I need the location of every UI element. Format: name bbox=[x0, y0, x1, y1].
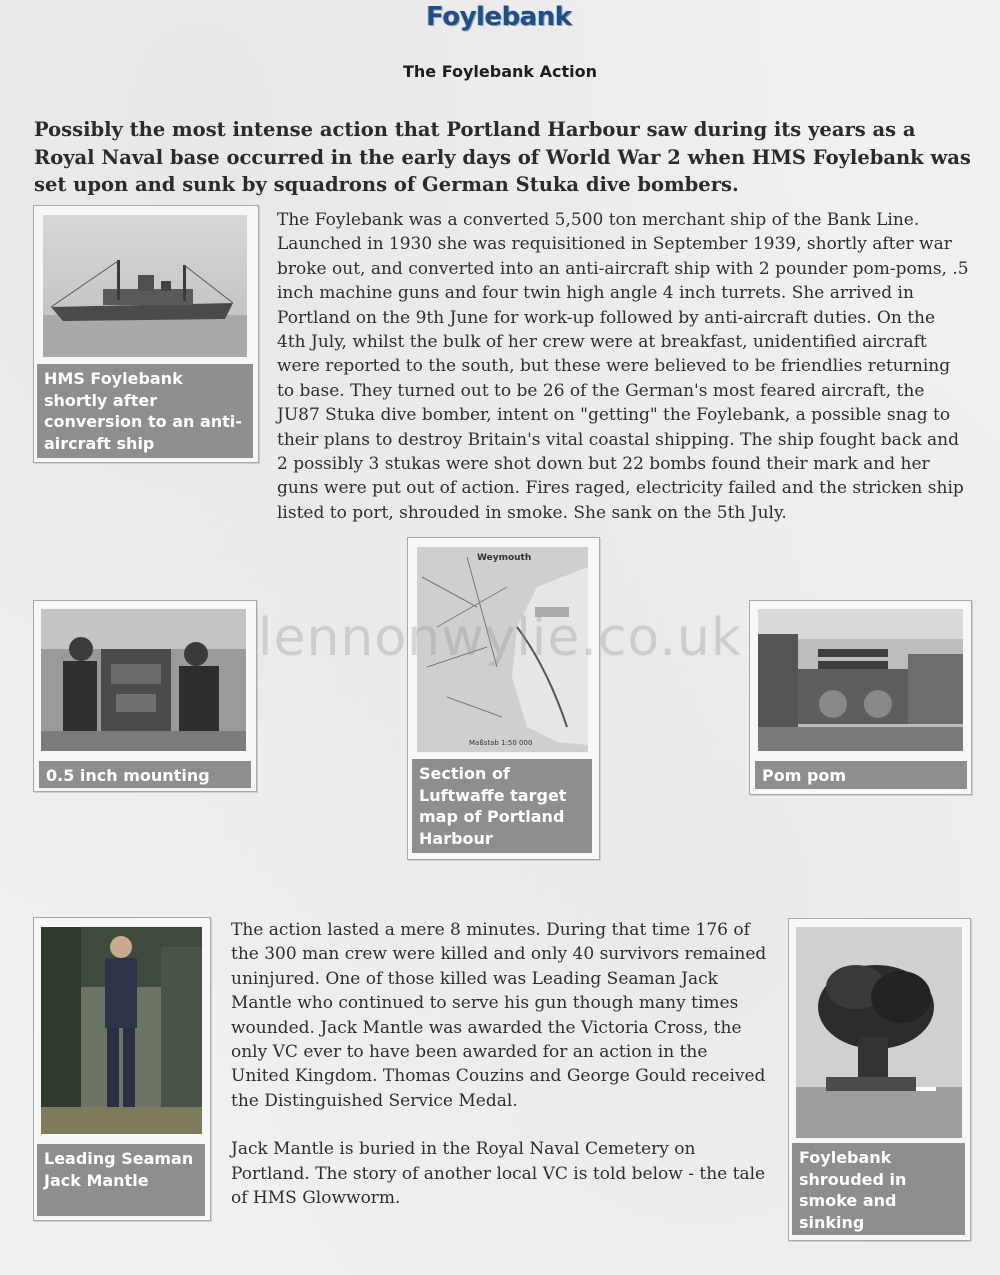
sinking-photo bbox=[796, 927, 962, 1138]
mounting-caption: 0.5 inch mounting bbox=[39, 761, 251, 788]
intro-paragraph: Possibly the most intense action that Portland Harbour saw during its years as a Royal Naval base occurred in the early days of World War 2 when HMS Foylebank was set upon and sunk by squadrons of German Stuka dive bombers. bbox=[34, 118, 971, 196]
action-paragraph-2: Jack Mantle is buried in the Royal Naval Cemetery on Portland. The story of another local VC is told below - the tale of HMS Glowworm. bbox=[231, 1139, 766, 1209]
sinking-image bbox=[796, 927, 962, 1138]
mounting-image bbox=[41, 609, 246, 751]
mantle-photo bbox=[41, 927, 202, 1134]
foylebank-logo: Foylebank bbox=[426, 2, 572, 32]
page-title: The Foylebank Action bbox=[403, 62, 597, 81]
ship-caption: HMS Foylebank shortly after conversion to an anti-aircraft ship bbox=[37, 364, 253, 458]
mantle-image bbox=[41, 927, 202, 1134]
mantle-caption: Leading Seaman Jack Mantle bbox=[37, 1144, 205, 1216]
pompom-photo bbox=[758, 609, 963, 751]
pompom-caption: Pom pom bbox=[755, 761, 967, 789]
map-caption: Section of Luftwaffe target map of Portland Harbour bbox=[412, 759, 592, 853]
sinking-caption: Foylebank shrouded in smoke and sinking bbox=[792, 1143, 965, 1235]
ship-image bbox=[43, 215, 247, 357]
watermark: lennonwylie.co.uk bbox=[258, 608, 742, 668]
map-scale: Maßstab 1:50 000 bbox=[469, 739, 533, 747]
figure-mantle bbox=[33, 917, 211, 1221]
figure-ship bbox=[33, 205, 259, 463]
pompom-image bbox=[758, 609, 963, 751]
figure-mounting bbox=[33, 600, 257, 792]
figure-pompom bbox=[749, 600, 972, 795]
figure-sinking bbox=[788, 918, 971, 1241]
action-paragraph-1: The action lasted a mere 8 minutes. During that time 176 of the 300 man crew were killed and only 40 survivors remained uninjured. One of those killed was Leading Seaman Jack Mantle who continued to serve his gun though many times wounded. Jack Mantle was awarded the Victoria Cross, the only VC ever to have been awarded for an action in the United Kingdom. Thomas Couzins and George Gould received the Distinguished Service Medal. bbox=[231, 920, 767, 1111]
action-text bbox=[231, 918, 771, 1210]
mounting-photo bbox=[41, 609, 246, 751]
main-text: The Foylebank was a converted 5,500 ton merchant ship of the Bank Line. Launched in 1930 she was requisitioned in September 1939, shortly after war broke out, and converted into an anti-aircraft ship with 2 pounder pom-poms, .5 inch machine guns and four twin high angle 4 inch turrets. She arrived in Portland on the 9th June for work-up followed by anti-aircraft duties. On the 4th July, whilst the bulk of her crew were at breakfast, unidentified aircraft were reported to the south, but these were believed to be friendlies returning to base. They turned out to be 26 of the German's most feared aircraft, the JU87 Stuka dive bomber, intent on "getting" the Foylebank, a possible snag to their plans to destroy Britain's vital coastal shipping. The ship fought back and 2 possibly 3 stukas were shot down but 22 bombs found their mark and her guns were put out of action. Fires raged, electricity failed and the stricken ship listed to port, shrouded in smoke. She sank on the 5th July. bbox=[277, 210, 969, 523]
map-title: Weymouth bbox=[477, 553, 532, 563]
figure-map bbox=[407, 537, 600, 860]
ship-photo bbox=[43, 215, 247, 357]
